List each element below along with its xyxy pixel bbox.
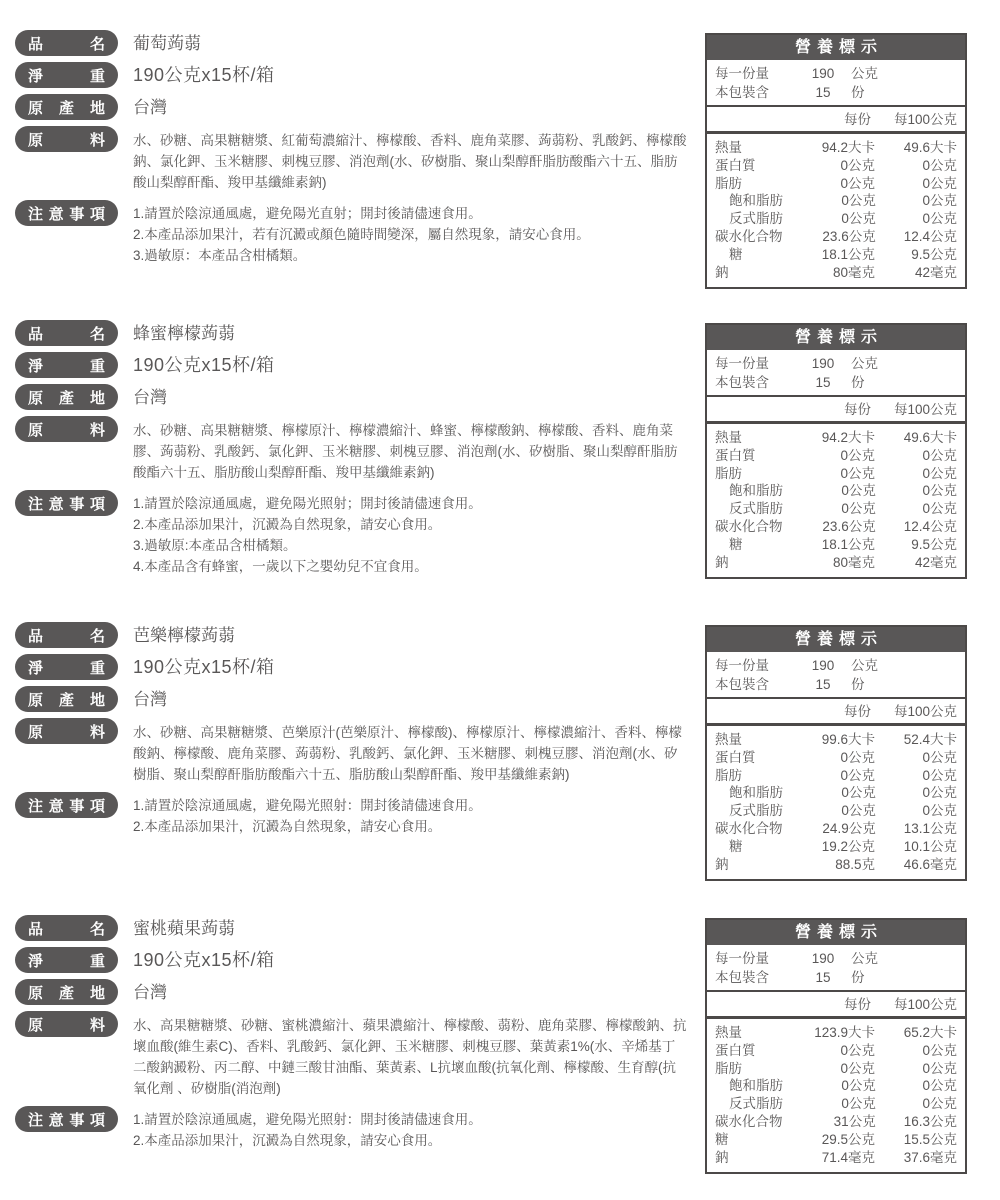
nutrition-table-title: 營養標示 (707, 627, 965, 652)
net-weight-label-pill: 淨 重 (15, 654, 118, 680)
nutrition-row (715, 429, 957, 447)
nutrient-per-100g-value: 0公克 (922, 465, 957, 481)
nutrient-per-serving-value: 0公克 (841, 1096, 876, 1112)
note-line: 2.本產品添加果汁，沉澱為自然現象，請安心食用。 (133, 1133, 442, 1148)
note-line: 4.本產品含有蜂蜜，一歲以下之嬰幼兒不宜食用。 (133, 559, 428, 574)
nutrient-name: 碳水化合物 (715, 820, 783, 836)
nutrient-per-100g-value: 0公克 (922, 803, 957, 819)
notes-row (15, 200, 687, 266)
notes-list (133, 490, 687, 577)
net-weight-row (15, 352, 687, 379)
net-weight-value: 190公克x15杯/箱 (133, 950, 275, 970)
origin-value: 台灣 (133, 98, 167, 117)
product-section (15, 622, 985, 872)
serving-info-block (707, 350, 965, 397)
nutrient-name: 碳水化合物 (715, 1113, 783, 1129)
product-info-column (15, 320, 687, 577)
product-section (15, 320, 985, 582)
servings-per-package-label: 本包裝含 (715, 375, 769, 390)
product-name: 芭樂檸檬蒟蒻 (133, 626, 235, 645)
nutrient-per-serving-value: 0公克 (840, 1060, 875, 1076)
nutrient-per-serving-value: 0公克 (840, 157, 875, 173)
nutrient-per-100g-value: 0公克 (922, 447, 957, 463)
servings-per-package-row (715, 968, 957, 987)
nutrition-row (715, 1149, 957, 1167)
note-line: 1.請置於陰涼通風處，避免陽光直射；開封後請儘速食用。 (133, 206, 482, 221)
servings-per-package-unit: 份 (851, 85, 865, 100)
nutrition-row (715, 1024, 957, 1042)
nutrition-row (715, 554, 957, 572)
per-100g-column-header: 每100公克 (893, 402, 957, 417)
product-name-label-pill: 品 名 (15, 320, 118, 346)
product-info-column (15, 30, 687, 266)
nutrient-per-serving-value: 71.4毫克 (821, 1149, 875, 1165)
origin-row (15, 94, 687, 121)
nutrient-per-serving-value: 0公克 (840, 767, 875, 783)
nutrient-name: 飽和脂肪 (729, 1078, 783, 1094)
notes-list (133, 1106, 687, 1151)
serving-info-block (707, 945, 965, 992)
serving-size-label: 每一份量 (715, 951, 769, 966)
nutrition-row (715, 228, 957, 246)
product-name-row (15, 622, 687, 649)
servings-per-package-value: 15 (815, 85, 831, 100)
nutrient-per-serving-value: 0公克 (841, 483, 876, 499)
nutrient-name: 糖 (715, 1131, 729, 1147)
product-name-label-pill: 品 名 (15, 915, 118, 941)
product-name-label-pill: 品 名 (15, 622, 118, 648)
nutrition-row (715, 210, 957, 228)
nutrition-column-headers (707, 397, 965, 424)
nutrient-name: 糖 (729, 246, 743, 262)
nutrient-name: 熱量 (715, 1025, 742, 1040)
origin-value: 台灣 (133, 690, 167, 709)
net-weight-row (15, 62, 687, 89)
nutrient-per-100g-value: 52.4大卡 (903, 732, 957, 747)
nutrient-name: 脂肪 (715, 175, 742, 191)
nutrition-row (715, 264, 957, 282)
nutrition-rows (707, 726, 965, 879)
servings-per-package-row (715, 675, 957, 694)
serving-size-unit: 公克 (851, 658, 878, 673)
nutrient-per-serving-value: 19.2公克 (821, 838, 875, 854)
servings-per-package-unit: 份 (851, 970, 865, 985)
per-serving-column-header: 每份 (844, 402, 871, 417)
nutrient-per-100g-value: 0公克 (922, 175, 957, 191)
nutrient-name: 蛋白質 (715, 447, 756, 463)
nutrient-per-100g-value: 12.4公克 (903, 228, 957, 244)
nutrient-per-serving-value: 18.1公克 (821, 246, 875, 262)
nutrient-per-100g-value: 9.5公克 (911, 536, 957, 552)
net-weight-row (15, 947, 687, 974)
product-name: 蜂蜜檸檬蒟蒻 (133, 324, 235, 343)
nutrition-row (715, 1095, 957, 1113)
per-100g-column-header: 每100公克 (893, 112, 957, 127)
nutrient-per-100g-value: 0公克 (922, 785, 957, 801)
nutrient-name: 糖 (729, 838, 743, 854)
nutrient-per-100g-value: 46.6毫克 (903, 856, 957, 872)
nutrition-row (715, 139, 957, 157)
nutrient-per-serving-value: 23.6公克 (822, 228, 876, 244)
nutrition-column-headers (707, 107, 965, 134)
ingredients-label-pill: 原 料 (15, 718, 118, 744)
nutrition-rows (707, 424, 965, 577)
nutrition-row (715, 1077, 957, 1095)
servings-per-package-label: 本包裝含 (715, 970, 769, 985)
product-name-row (15, 915, 687, 942)
nutrition-row (715, 820, 957, 838)
note-line: 1.請置於陰涼通風處，避免陽光照射：開封後請儘速食用。 (133, 798, 482, 813)
nutrient-per-serving-value: 0公克 (841, 211, 876, 227)
origin-label-pill: 原 產 地 (15, 979, 118, 1005)
serving-size-value: 190 (811, 66, 835, 81)
nutrient-per-100g-value: 37.6毫克 (903, 1149, 957, 1165)
nutrition-row (715, 192, 957, 210)
nutrient-per-100g-value: 0公克 (922, 193, 957, 209)
notes-label-pill: 注 意 事 項 (15, 792, 118, 818)
serving-size-label: 每一份量 (715, 66, 769, 81)
nutrient-per-100g-value: 0公克 (922, 157, 957, 173)
nutrient-per-serving-value: 24.9公克 (822, 820, 876, 836)
nutrition-row (715, 856, 957, 874)
nutrient-per-100g-value: 16.3公克 (903, 1113, 957, 1129)
note-line: 2.本產品添加果汁，沉澱為自然現象，請安心食用。 (133, 517, 442, 532)
nutrient-per-serving-value: 0公克 (841, 1078, 876, 1094)
serving-size-value: 190 (811, 658, 835, 673)
nutrient-per-100g-value: 0公克 (922, 1060, 957, 1076)
nutrient-per-serving-value: 94.2大卡 (821, 430, 875, 445)
net-weight-value: 190公克x15杯/箱 (133, 355, 275, 375)
notes-list (133, 792, 687, 837)
nutrient-name: 碳水化合物 (715, 518, 783, 534)
ingredients-row (15, 416, 687, 483)
nutrient-per-100g-value: 0公克 (922, 483, 957, 499)
nutrition-table-title: 營養標示 (707, 325, 965, 350)
nutrition-rows (707, 134, 965, 287)
serving-size-unit: 公克 (851, 951, 878, 966)
nutrition-row (715, 500, 957, 518)
ingredients-row (15, 1011, 687, 1099)
nutrition-row (715, 784, 957, 802)
note-line: 1.請置於陰涼通風處，避免陽光照射：開封後請儘速食用。 (133, 1112, 482, 1127)
serving-size-row (715, 64, 957, 83)
nutrient-name: 鈉 (715, 264, 729, 280)
nutrition-row (715, 838, 957, 856)
nutrition-row (715, 749, 957, 767)
nutrient-per-serving-value: 94.2大卡 (821, 140, 875, 155)
nutrition-row (715, 175, 957, 193)
nutrition-rows (707, 1019, 965, 1172)
nutrient-name: 熱量 (715, 732, 742, 747)
servings-per-package-unit: 份 (851, 375, 865, 390)
nutrient-name: 熱量 (715, 430, 742, 445)
nutrient-per-100g-value: 42毫克 (914, 264, 957, 280)
nutrient-per-serving-value: 80毫克 (832, 554, 875, 570)
nutrient-name: 脂肪 (715, 767, 742, 783)
ingredients-row (15, 126, 687, 193)
nutrition-table (705, 625, 967, 881)
nutrition-table (705, 323, 967, 579)
ingredients-text: 水、砂糖、高果糖糖漿、檸檬原汁、檸檬濃縮汁、蜂蜜、檸檬酸鈉、檸檬酸、香料、鹿角菜膠、蒟蒻粉、乳酸鈣、氯化鉀、玉米糖膠、刺槐豆膠、消泡劑(水、矽樹脂、聚山梨醇酐脂肪酸酯六十五、脂肪酸山梨醇酐酯、羧甲基纖維素鈉) (133, 423, 678, 480)
nutrient-per-100g-value: 42毫克 (914, 554, 957, 570)
nutrient-name: 反式脂肪 (729, 803, 783, 819)
per-serving-column-header: 每份 (844, 704, 871, 719)
nutrient-per-100g-value: 0公克 (922, 501, 957, 517)
net-weight-label-pill: 淨 重 (15, 352, 118, 378)
nutrition-column-headers (707, 992, 965, 1019)
nutrient-per-serving-value: 80毫克 (832, 264, 875, 280)
nutrient-per-100g-value: 12.4公克 (903, 518, 957, 534)
ingredients-text: 水、砂糖、高果糖糖漿、芭樂原汁(芭樂原汁、檸檬酸)、檸檬原汁、檸檬濃縮汁、香料、檸檬酸鈉、檸檬酸、鹿角菜膠、蒟蒻粉、乳酸鈣、氯化鉀、玉米糖膠、刺槐豆膠、消泡劑(水、矽樹脂、聚山梨醇酐脂肪酸酯六十五、脂肪酸山梨醇酐酯、羧甲基纖維素鈉) (133, 725, 682, 782)
nutrient-name: 反式脂肪 (729, 1096, 783, 1112)
nutrition-table-title: 營養標示 (707, 35, 965, 60)
origin-value: 台灣 (133, 388, 167, 407)
ingredients-label-pill: 原 料 (15, 126, 118, 152)
servings-per-package-value: 15 (815, 375, 831, 390)
product-name-label-pill: 品 名 (15, 30, 118, 56)
note-line: 2.本產品添加果汁，沉澱為自然現象，請安心食用。 (133, 819, 442, 834)
nutrient-per-serving-value: 0公克 (841, 501, 876, 517)
serving-info-block (707, 652, 965, 699)
nutrient-per-serving-value: 29.5公克 (821, 1131, 875, 1147)
serving-size-label: 每一份量 (715, 356, 769, 371)
nutrition-row (715, 802, 957, 820)
net-weight-label-pill: 淨 重 (15, 947, 118, 973)
nutrition-table (705, 918, 967, 1174)
nutrient-name: 蛋白質 (715, 157, 756, 173)
ingredients-text: 水、砂糖、高果糖糖漿、紅葡萄濃縮汁、檸檬酸、香料、鹿角菜膠、蒟蒻粉、乳酸鈣、檸檬酸鈉、氯化鉀、玉米糖膠、刺槐豆膠、消泡劑(水、矽樹脂、聚山梨醇酐脂肪酸酯六十五、脂肪酸山梨醇酐酯、羧甲基纖維素鈉) (133, 133, 687, 190)
nutrition-row (715, 1113, 957, 1131)
nutrient-per-100g-value: 0公克 (922, 211, 957, 227)
notes-label-pill: 注 意 事 項 (15, 490, 118, 516)
nutrient-name: 脂肪 (715, 1060, 742, 1076)
servings-per-package-row (715, 83, 957, 102)
nutrient-name: 反式脂肪 (729, 211, 783, 227)
product-section (15, 30, 985, 280)
nutrient-per-100g-value: 9.5公克 (911, 246, 957, 262)
net-weight-row (15, 654, 687, 681)
notes-row (15, 792, 687, 837)
nutrient-name: 飽和脂肪 (729, 785, 783, 801)
servings-per-package-value: 15 (815, 970, 831, 985)
nutrient-per-100g-value: 0公克 (922, 1042, 957, 1058)
nutrient-per-serving-value: 0公克 (841, 803, 876, 819)
notes-list (133, 200, 687, 266)
nutrient-per-serving-value: 0公克 (840, 1042, 875, 1058)
nutrient-per-100g-value: 49.6大卡 (903, 430, 957, 445)
nutrient-per-serving-value: 99.6大卡 (821, 732, 875, 747)
net-weight-value: 190公克x15杯/箱 (133, 65, 275, 85)
nutrient-per-serving-value: 18.1公克 (821, 536, 875, 552)
nutrient-per-100g-value: 13.1公克 (903, 820, 957, 836)
nutrient-name: 鈉 (715, 554, 729, 570)
nutrient-name: 熱量 (715, 140, 742, 155)
nutrient-per-serving-value: 0公克 (840, 447, 875, 463)
nutrient-per-serving-value: 123.9大卡 (814, 1025, 875, 1040)
per-100g-column-header: 每100公克 (893, 704, 957, 719)
per-serving-column-header: 每份 (844, 112, 871, 127)
serving-size-value: 190 (811, 356, 835, 371)
nutrient-per-100g-value: 0公克 (922, 749, 957, 765)
ingredients-text: 水、高果糖糖漿、砂糖、蜜桃濃縮汁、蘋果濃縮汁、檸檬酸、蒻粉、鹿角菜膠、檸檬酸鈉、抗壞血酸(維生素C)、香料、乳酸鈣、氯化鉀、玉米糖膠、刺槐豆膠、葉黃素1%(水、辛烯基丁二酸鈉澱粉、丙二醇、中鏈三酸甘油酯、葉黃素、L抗壞血酸(抗氧化劑、檸檬酸、生育醇(抗氧化劑 、矽樹脂(消泡劑) (133, 1018, 687, 1096)
net-weight-value: 190公克x15杯/箱 (133, 657, 275, 677)
nutrition-row (715, 518, 957, 536)
nutrient-per-serving-value: 0公克 (840, 175, 875, 191)
ingredients-row (15, 718, 687, 785)
nutrition-row (715, 1042, 957, 1060)
nutrient-name: 飽和脂肪 (729, 483, 783, 499)
nutrition-row (715, 465, 957, 483)
nutrient-name: 飽和脂肪 (729, 193, 783, 209)
nutrient-per-serving-value: 0公克 (841, 785, 876, 801)
note-line: 1.請置於陰涼通風處，避免陽光照射；開封後請儘速食用。 (133, 496, 482, 511)
origin-value: 台灣 (133, 983, 167, 1002)
nutrition-row (715, 246, 957, 264)
nutrient-per-serving-value: 88.5克 (835, 856, 875, 872)
nutrient-per-serving-value: 0公克 (840, 749, 875, 765)
serving-size-unit: 公克 (851, 66, 878, 81)
product-info-column (15, 622, 687, 837)
nutrient-per-100g-value: 65.2大卡 (903, 1025, 957, 1040)
nutrition-row (715, 157, 957, 175)
nutrient-per-serving-value: 0公克 (840, 465, 875, 481)
servings-per-package-label: 本包裝含 (715, 677, 769, 692)
nutrient-name: 脂肪 (715, 465, 742, 481)
nutrient-per-100g-value: 0公克 (922, 1096, 957, 1112)
net-weight-label-pill: 淨 重 (15, 62, 118, 88)
nutrient-per-100g-value: 15.5公克 (903, 1131, 957, 1147)
note-line: 3.過敏原:本產品含柑橘類。 (133, 538, 297, 553)
nutrition-row (715, 536, 957, 554)
origin-row (15, 979, 687, 1006)
nutrition-row (715, 1060, 957, 1078)
nutrition-row (715, 731, 957, 749)
notes-label-pill: 注 意 事 項 (15, 1106, 118, 1132)
note-line: 3.過敏原：本產品含柑橘類。 (133, 248, 307, 263)
nutrition-row (715, 1131, 957, 1149)
servings-per-package-value: 15 (815, 677, 831, 692)
notes-row (15, 1106, 687, 1151)
nutrient-name: 糖 (729, 536, 743, 552)
nutrition-table (705, 33, 967, 289)
serving-size-label: 每一份量 (715, 658, 769, 673)
nutrition-column-headers (707, 699, 965, 726)
servings-per-package-label: 本包裝含 (715, 85, 769, 100)
nutrition-table-title: 營養標示 (707, 920, 965, 945)
notes-label-pill: 注 意 事 項 (15, 200, 118, 226)
product-section (15, 915, 985, 1165)
origin-row (15, 686, 687, 713)
notes-row (15, 490, 687, 577)
product-name-row (15, 320, 687, 347)
nutrient-name: 鈉 (715, 856, 729, 872)
serving-info-block (707, 60, 965, 107)
product-name: 蜜桃蘋果蒟蒻 (133, 919, 235, 938)
origin-label-pill: 原 產 地 (15, 384, 118, 410)
nutrition-row (715, 447, 957, 465)
nutrient-per-100g-value: 10.1公克 (903, 838, 957, 854)
ingredients-label-pill: 原 料 (15, 416, 118, 442)
nutrient-per-serving-value: 23.6公克 (822, 518, 876, 534)
nutrient-per-serving-value: 0公克 (841, 193, 876, 209)
nutrient-name: 蛋白質 (715, 749, 756, 765)
per-serving-column-header: 每份 (844, 997, 871, 1012)
nutrient-per-100g-value: 49.6大卡 (903, 140, 957, 155)
nutrient-name: 反式脂肪 (729, 501, 783, 517)
note-line: 2.本產品添加果汁，若有沉澱或顏色隨時間變深，屬自然現象，請安心食用。 (133, 227, 590, 242)
origin-row (15, 384, 687, 411)
nutrient-per-100g-value: 0公克 (922, 767, 957, 783)
nutrition-row (715, 767, 957, 785)
per-100g-column-header: 每100公克 (893, 997, 957, 1012)
product-name: 葡萄蒟蒻 (133, 34, 201, 53)
nutrient-per-100g-value: 0公克 (922, 1078, 957, 1094)
ingredients-label-pill: 原 料 (15, 1011, 118, 1037)
serving-size-unit: 公克 (851, 356, 878, 371)
nutrition-row (715, 482, 957, 500)
serving-size-row (715, 949, 957, 968)
origin-label-pill: 原 產 地 (15, 686, 118, 712)
serving-size-row (715, 656, 957, 675)
nutrient-name: 碳水化合物 (715, 228, 783, 244)
serving-size-value: 190 (811, 951, 835, 966)
serving-size-row (715, 354, 957, 373)
nutrient-name: 蛋白質 (715, 1042, 756, 1058)
origin-label-pill: 原 產 地 (15, 94, 118, 120)
servings-per-package-unit: 份 (851, 677, 865, 692)
nutrient-per-serving-value: 31公克 (833, 1113, 876, 1129)
servings-per-package-row (715, 373, 957, 392)
product-name-row (15, 30, 687, 57)
product-info-column (15, 915, 687, 1151)
nutrient-name: 鈉 (715, 1149, 729, 1165)
